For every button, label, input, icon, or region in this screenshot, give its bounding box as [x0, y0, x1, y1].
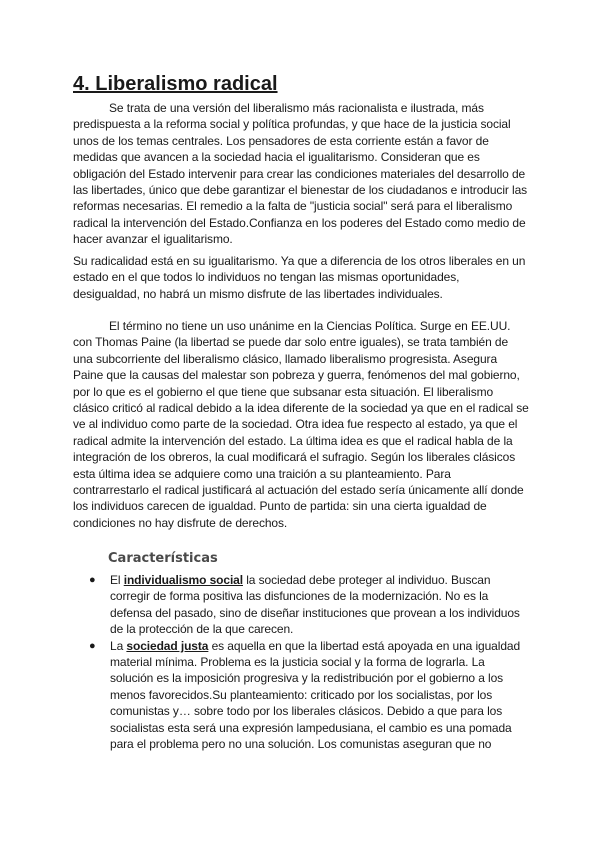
section-title: 4. Liberalismo radical [73, 73, 278, 95]
bullet-icon: ● [89, 574, 96, 586]
item-text: es aquella en que la libertad está apoyada en una igualdad material mínima. Problema es la justicia social y la forma de lograrla. La solución es la imposición progresiva y la redistribución por el gobierno a los menos favorecidos.Su planteamiento: criticado por los socialistas, por los comunistas y… sobre todo por los liberales clásicos. Debido a que para los socialistas esta será una expresión lampedusiana, el cambio es una pomada para el problema pero no una solución. Los comunistas aseguran que no [110, 638, 521, 752]
list-item-individualism [73, 572, 529, 638]
item-text: la sociedad debe proteger al individuo. Buscan corregir de forma positiva las disfunciones de la modernización. No es la defensa del pasado, sino de diseñar instituciones que provean a los individuos de la protección de la que carecen. [110, 573, 520, 637]
characteristics-list [73, 572, 529, 752]
item-prefix: El [110, 573, 124, 587]
item-prefix: La [110, 638, 127, 653]
item-term: sociedad justa [126, 638, 209, 653]
characteristics-heading: Características [108, 551, 218, 566]
paragraph-definition: Se trata de una versión del liberalismo más racionalista e ilustrada, más predispuesta a la reforma social y política profundas, y que hace de la justicia social unos de los temas centrales. Los pensadores de esta corriente están a favor de medidas que avancen a la sociedad hacia el igualitarismo. Consideran que es obligación del Estado intervenir para crear las condiciones materiales del desarrollo de las libertades, único que debe garantizar el bienestar de los ciudadanos e introducir las reformas necesarias. El remedio a la falta de "justicia social" será para el liberalismo radical la intervención del Estado.Confianza en los poderes del Estado como medio de hacer avanzar el igualitarismo. [73, 101, 528, 247]
bullet-icon: ● [89, 639, 96, 652]
item-term: individualismo social [123, 573, 243, 587]
list-item-just-society [73, 638, 529, 753]
paragraph-origin: El término no tiene un uso unánime en la Ciencias Política. Surge en EE.UU. con Thomas Paine (la libertad se puede dar solo entre iguales), se trata también de una subcorriente del liberalismo clásico, llamado liberalismo progresista. Asegura Paine que la causas del malestar son pobreza y guerra, fenómenos del mal gobierno, por lo que es el gobierno el que tiene que subsanar esta situación. El liberalismo clásico criticó al radical debido a la idea diferente de la sociedad ya que en el radical se ve al individuo como parte de la sociedad. Otra idea fue respecto al estado, ya que el radical admite la intervención del estado. La última idea es que el radical habla de la integración de los obreros, la cual modificará el sufragio. Según los liberales clásicos esta última idea se adquiere como una traición a su planteamiento. Para contrarrestarlo el radical justificará al actuación del estado sería únicamente allí donde los individuos carecen de igualdad. Punto de partida: sin una cierta igualdad de condiciones no hay disfrute de derechos. [73, 319, 529, 530]
paragraph-radicality: Su radicalidad está en su igualitarismo. Ya que a diferencia de los otros liberales en un estado en el que todos lo individuos no tengan las mismas oportunidades, desigualdad, no habrá un mismo disfrute de las libertades individuales. [73, 254, 526, 301]
